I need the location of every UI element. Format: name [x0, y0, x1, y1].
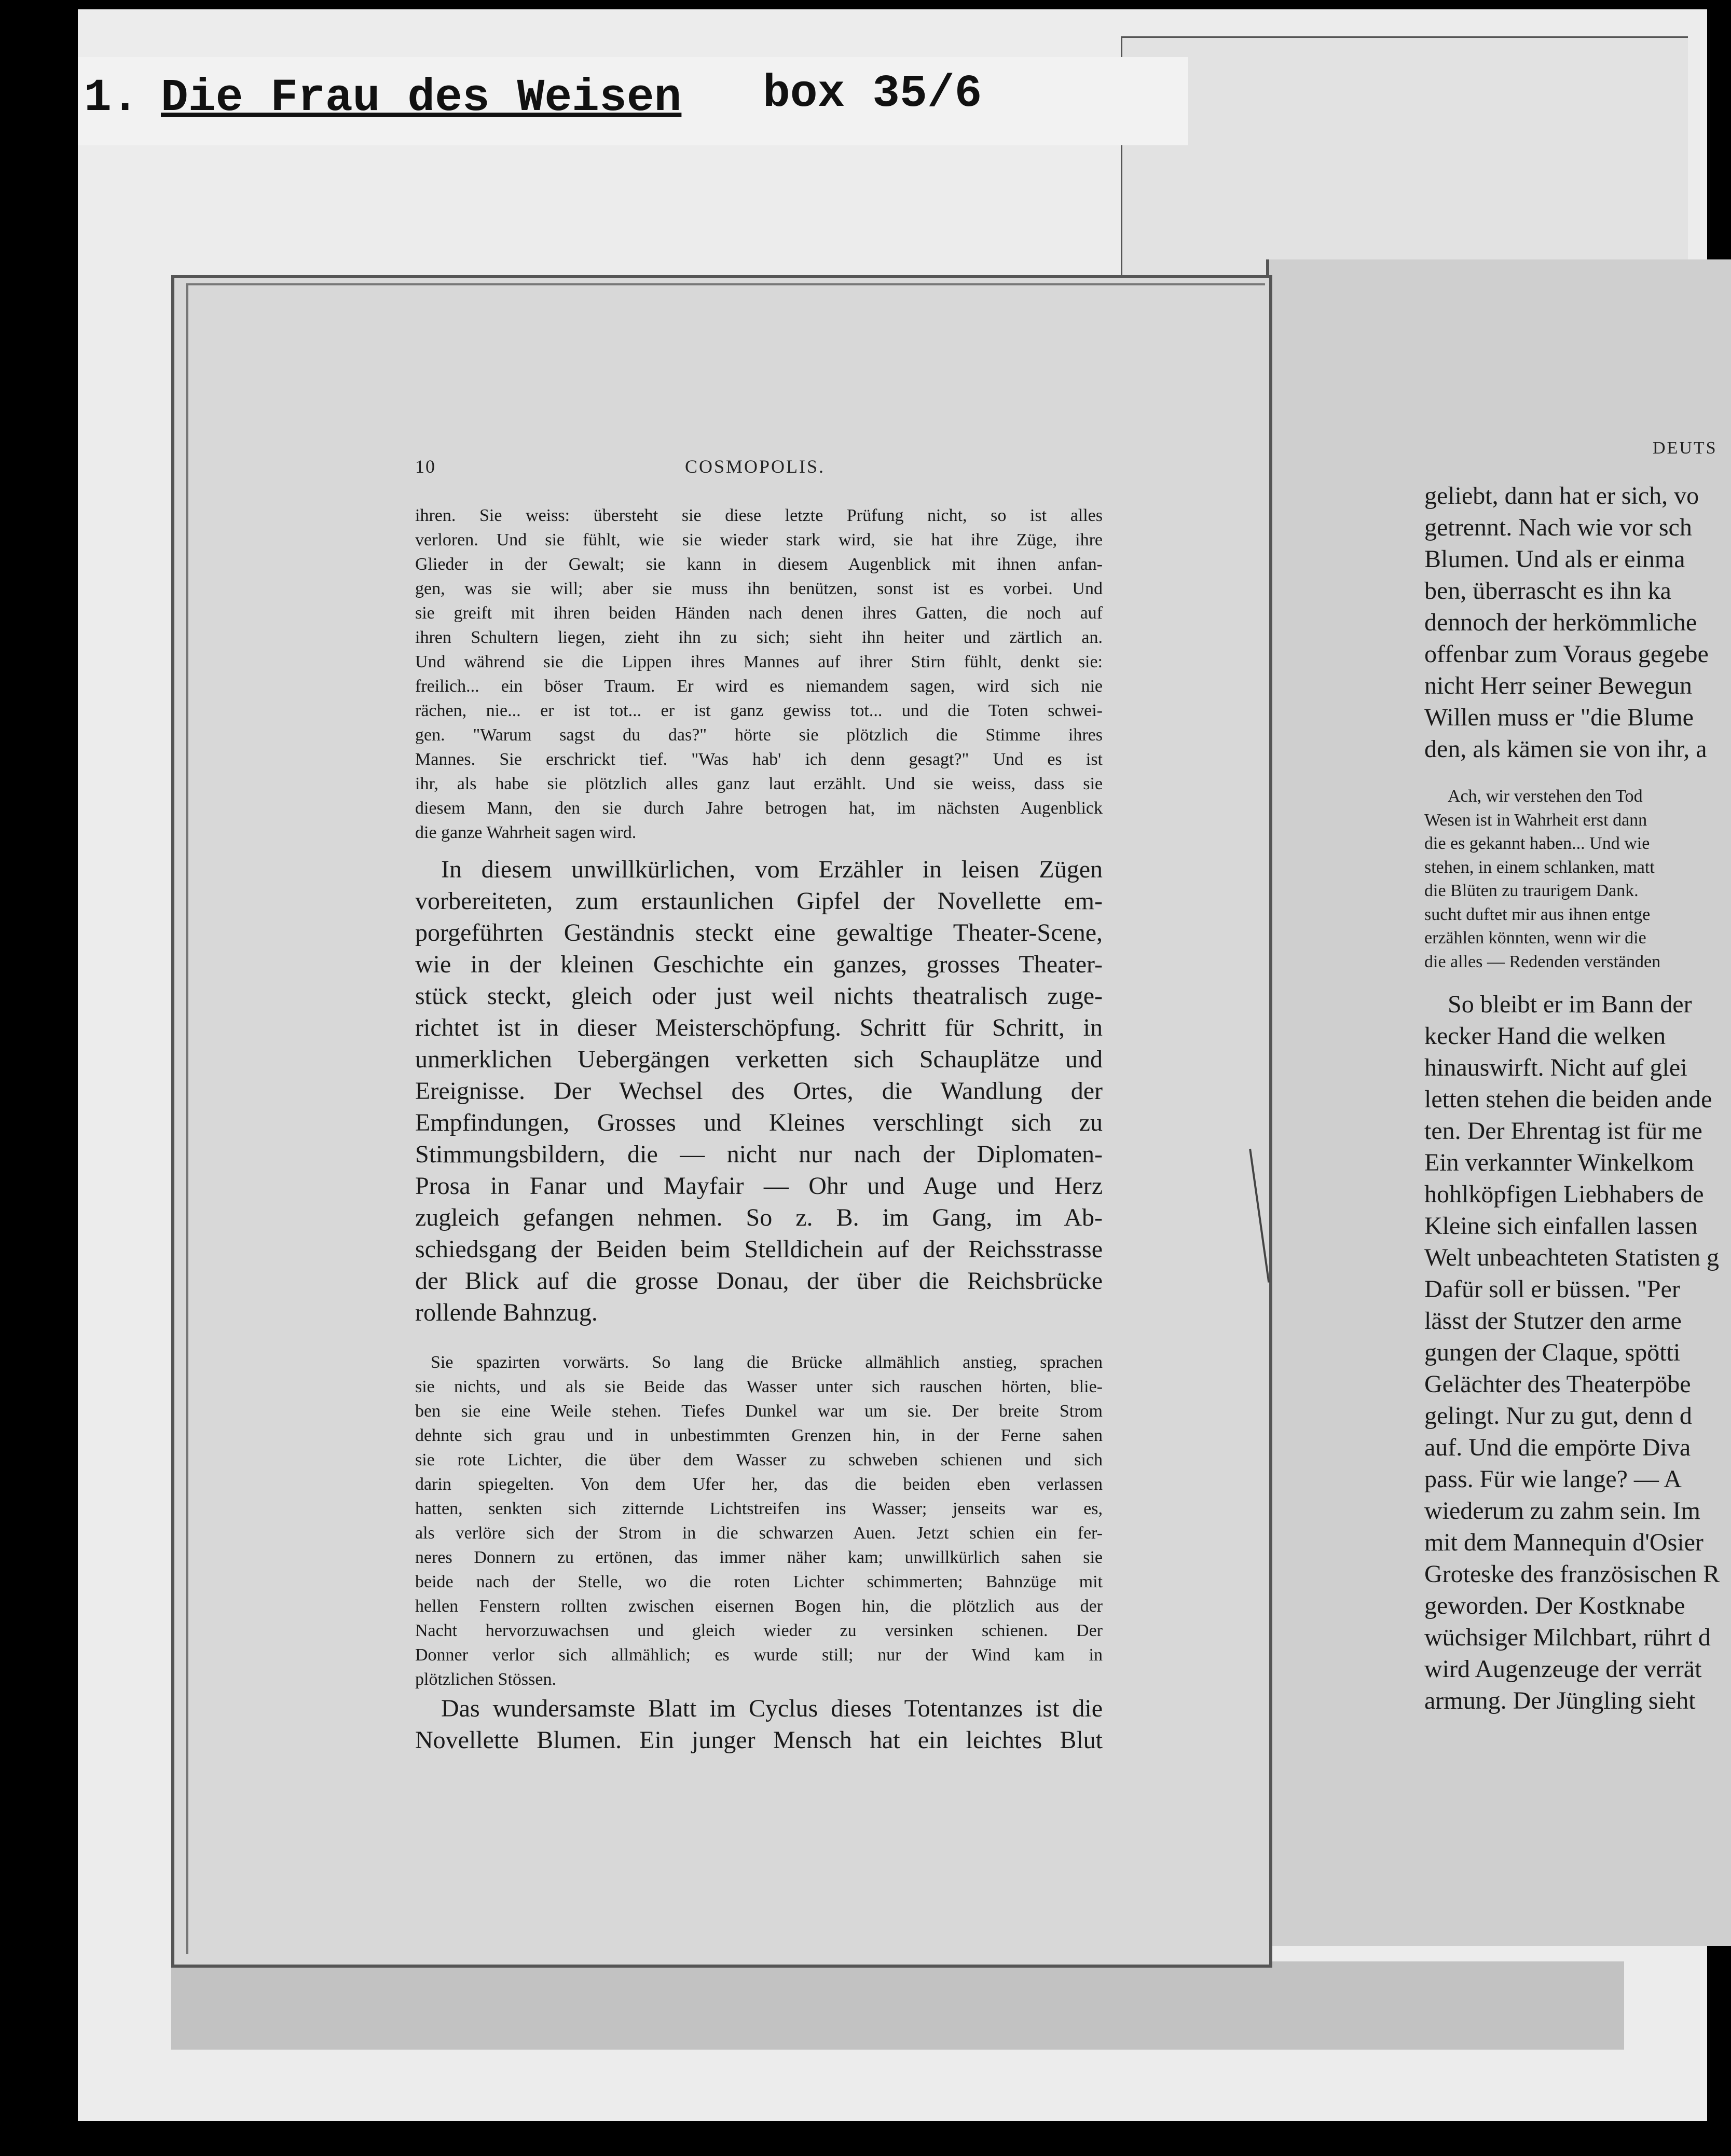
text-line: gelingt. Nur zu gut, denn d: [1424, 1402, 1692, 1430]
text-line: Ein verkannter Winkelkom: [1424, 1149, 1694, 1176]
text-line: geliebt, dann hat er sich, vo: [1424, 482, 1699, 510]
text-line: ten. Der Ehrentag ist für me: [1424, 1117, 1702, 1145]
text-line: Donner verlor sich allmählich; es wurde still; nur der Wind kam in: [415, 1645, 1103, 1665]
text-line: vorbereiteten, zum erstaunlichen Gipfel der Novellette em-: [415, 887, 1103, 915]
text-line: die alles — Redenden verständen: [1424, 952, 1661, 971]
text-line: die Blüten zu traurigem Dank.: [1424, 881, 1639, 900]
page-shadow: [171, 1961, 1624, 2050]
text-line: Gelächter des Theaterpöbe: [1424, 1370, 1691, 1398]
text-line: kecker Hand die welken: [1424, 1022, 1666, 1050]
archive-label: [78, 57, 1188, 145]
text-line: Willen muss er "die Blume: [1424, 704, 1694, 731]
text-line: Groteske des französischen R: [1424, 1560, 1720, 1588]
text-line: gen. "Warum sagst du das?" hörte sie plötzlich die Stimme ihres: [415, 725, 1103, 745]
text-line: sie greift mit ihren beiden Händen nach denen ihres Gatten, die noch auf: [415, 603, 1103, 623]
text-line: porgeführten Geständnis steckt eine gewaltige Theater-Scene,: [415, 919, 1103, 946]
body-paragraph: [415, 854, 1103, 1328]
label-title: Die Frau des Weisen: [161, 73, 682, 124]
text-line: Glieder in der Gewalt; sie kann in diesem Augenblick mit ihnen anfan-: [415, 555, 1103, 574]
text-line: richtet ist in dieser Meisterschöpfung. Schritt für Schritt, in: [415, 1014, 1103, 1041]
text-line: freilich... ein böser Traum. Er wird es niemandem sagen, wird sich nie: [415, 677, 1103, 696]
right-running-head: DEUTS: [1653, 438, 1718, 458]
text-line: rollende Bahnzug.: [415, 1299, 598, 1326]
text-line: gungen der Claque, spötti: [1424, 1339, 1681, 1366]
text-line: stehen, in einem schlanken, matt: [1424, 857, 1655, 877]
text-line: ihr, als habe sie plötzlich alles ganz laut erzählt. Und sie weiss, dass sie: [415, 774, 1103, 793]
text-line: geworden. Der Kostknabe: [1424, 1592, 1685, 1619]
text-line: wie in der kleinen Geschichte ein ganzes, grosses Theater-: [415, 951, 1103, 978]
text-line: dehnte sich grau und in unbestimmten Grenzen hin, in der Ferne sahen: [415, 1426, 1103, 1445]
text-line: Blumen. Und als er einma: [1424, 545, 1685, 573]
text-line: dennoch der herkömmliche: [1424, 609, 1697, 636]
quote-block-2: [415, 1350, 1103, 1692]
text-line: Wesen ist in Wahrheit erst dann: [1424, 810, 1647, 830]
text-line: Stimmungsbildern, die — nicht nur nach der Diplomaten-: [415, 1141, 1103, 1168]
text-line: hatten, senkten sich zitternde Lichtstreifen ins Wasser; jenseits war es,: [415, 1499, 1103, 1518]
text-line: hellen Fenstern rollten zwischen eisernen Bogen hin, die plötzlich aus der: [415, 1597, 1103, 1616]
text-line: stück steckt, gleich oder just weil nichts theatralisch zuge-: [415, 982, 1103, 1010]
text-line: darin spiegelten. Von dem Ufer her, das die beiden eben verlassen: [415, 1475, 1103, 1494]
quote-paragraph: [415, 503, 1103, 845]
right-paragraph-2: [1424, 988, 1731, 1716]
body-paragraph: [415, 1693, 1103, 1756]
text-line: armung. Der Jüngling sieht: [1424, 1687, 1696, 1714]
label-box: box 35/6: [763, 68, 982, 120]
text-line: Kleine sich einfallen lassen: [1424, 1212, 1698, 1240]
text-line: als verlöre sich der Strom in die schwarzen Auen. Jetzt schien ein fer-: [415, 1523, 1103, 1543]
text-line: die ganze Wahrheit sagen wird.: [415, 823, 637, 842]
text-line: Das wundersamste Blatt im Cyclus dieses Totentanzes ist die: [441, 1695, 1103, 1722]
running-head: COSMOPOLIS.: [685, 456, 826, 477]
body-paragraph-1: [415, 854, 1103, 1328]
text-line: Empfindungen, Grosses und Kleines verschlingt sich zu: [415, 1109, 1103, 1136]
text-line: schiedsgang der Beiden beim Stelldichein auf der Reichsstrasse: [415, 1235, 1103, 1263]
text-line: sie nichts, und als sie Beide das Wasser unter sich rauschen hörten, blie-: [415, 1377, 1103, 1396]
text-line: Welt unbeachteten Statisten g: [1424, 1244, 1719, 1271]
text-line: plötzlichen Stössen.: [415, 1670, 556, 1689]
body-paragraph-2: [415, 1693, 1103, 1756]
text-line: ben, überrascht es ihn ka: [1424, 577, 1671, 605]
text-line: ben sie eine Weile stehen. Tiefes Dunkel war um sie. Der breite Strom: [415, 1402, 1103, 1421]
text-line: diesem Mann, den sie durch Jahre betrogen hat, im nächsten Augenblick: [415, 799, 1103, 818]
right-paragraph-1: [1424, 480, 1731, 765]
text-line: ihren. Sie weiss: übersteht sie diese letzte Prüfung nicht, so ist alles: [415, 506, 1103, 525]
text-line: getrennt. Nach wie vor sch: [1424, 514, 1692, 541]
page-number: 10: [415, 456, 436, 477]
text-line: wird Augenzeuge der verrät: [1424, 1655, 1702, 1683]
text-line: Prosa in Fanar und Mayfair — Ohr und Auge und Herz: [415, 1172, 1103, 1200]
text-line: unmerklichen Uebergängen verketten sich Schauplätze und: [415, 1046, 1103, 1073]
text-line: hohlköpfigen Liebhabers de: [1424, 1180, 1704, 1208]
text-line: auf. Und die empörte Diva: [1424, 1434, 1691, 1461]
text-line: sucht duftet mir aus ihnen entge: [1424, 904, 1651, 924]
text-line: Sie spazirten vorwärts. So lang die Brücke allmählich anstieg, sprachen: [431, 1353, 1103, 1372]
text-line: So bleibt er im Bann der: [1448, 991, 1692, 1018]
text-line: wiederum zu zahm sein. Im: [1424, 1497, 1700, 1525]
label-number: 1.: [84, 73, 139, 124]
text-line: Dafür soll er büssen. "Per: [1424, 1275, 1680, 1303]
text-line: In diesem unwillkürlichen, vom Erzähler in leisen Zügen: [441, 856, 1103, 883]
text-line: den, als kämen sie von ihr, a: [1424, 735, 1707, 763]
text-line: Nacht hervorzuwachsen und gleich wieder zu versinken schienen. Der: [415, 1621, 1103, 1640]
text-line: beide nach der Stelle, wo die roten Lichter schimmerten; Bahnzüge mit: [415, 1572, 1103, 1591]
text-line: gen, was sie will; aber sie muss ihn benützen, sonst ist es vorbei. Und: [415, 579, 1103, 598]
text-line: wüchsiger Milchbart, rührt d: [1424, 1624, 1711, 1651]
text-line: hinauswirft. Nicht auf glei: [1424, 1054, 1687, 1081]
text-line: letten stehen die beiden ande: [1424, 1086, 1712, 1113]
text-line: der Blick auf die grosse Donau, der über die Reichsbrücke: [415, 1267, 1103, 1295]
text-line: sie rote Lichter, die über dem Wasser zu schweben schienen und sich: [415, 1450, 1103, 1470]
text-line: nicht Herr seiner Bewegun: [1424, 672, 1692, 699]
quote-block-1: [415, 503, 1103, 845]
quote-paragraph: [415, 1350, 1103, 1692]
text-line: Ereignisse. Der Wechsel des Ortes, die Wandlung der: [415, 1077, 1103, 1105]
text-line: lässt der Stutzer den arme: [1424, 1307, 1682, 1335]
text-line: Ach, wir verstehen den Tod: [1448, 787, 1643, 806]
text-line: verloren. Und sie fühlt, wie sie wieder stark wird, sie hat ihre Züge, ihre: [415, 530, 1103, 550]
text-line: ihren Schultern liegen, zieht ihn zu sich; sieht ihn heiter und zärtlich an.: [415, 628, 1103, 647]
text-line: zugleich gefangen nehmen. So z. B. im Gang, im Ab-: [415, 1204, 1103, 1231]
text-line: Mannes. Sie erschrickt tief. "Was hab' ich denn gesagt?" Und es ist: [415, 750, 1103, 769]
text-line: pass. Für wie lange? — A: [1424, 1465, 1682, 1493]
right-quote: [1424, 785, 1731, 973]
text-line: die es gekannt haben... Und wie: [1424, 834, 1650, 853]
text-line: mit dem Mannequin d'Osier: [1424, 1529, 1703, 1556]
text-line: erzählen könnten, wenn wir die: [1424, 928, 1646, 947]
text-line: rächen, nie... er ist tot... er ist ganz gewiss tot... und die Toten schwei-: [415, 701, 1103, 720]
text-line: Novellette Blumen. Ein junger Mensch hat ein leichtes Blut: [415, 1726, 1103, 1754]
text-line: Und während sie die Lippen ihres Mannes auf ihrer Stirn fühlt, denkt sie:: [415, 652, 1103, 671]
text-line: neres Donnern zu ertönen, das immer näher kam; unwillkürlich sahen sie: [415, 1548, 1103, 1567]
text-line: offenbar zum Voraus gegebe: [1424, 640, 1709, 668]
